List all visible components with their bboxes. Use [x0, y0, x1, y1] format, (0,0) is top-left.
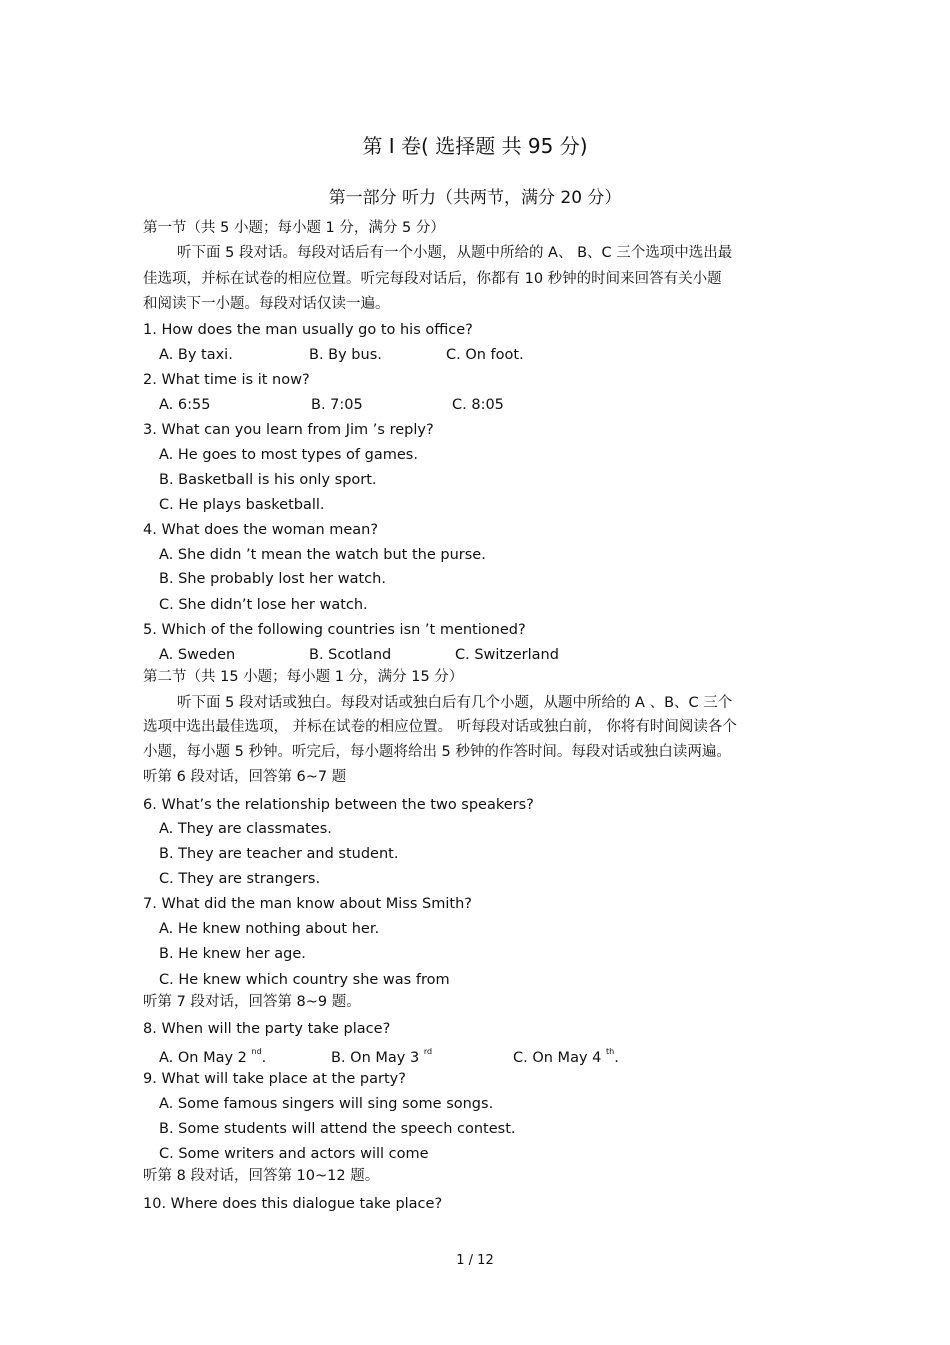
- option: B. By bus.: [309, 347, 382, 363]
- option: B. Some students will attend the speech contest.: [159, 1121, 516, 1137]
- option: A. They are classmates.: [159, 821, 332, 837]
- option: B. Basketball is his only sport.: [159, 472, 377, 488]
- ordinal-suffix: th: [605, 1047, 615, 1056]
- option: C. They are strangers.: [159, 871, 321, 887]
- option: A. He goes to most types of games.: [159, 447, 418, 463]
- option: B. They are teacher and student.: [159, 846, 399, 862]
- option: A. 6:55: [159, 397, 211, 413]
- section1-instruction-line: 和阅读下一小题。每段对话仅读一遍。: [143, 296, 390, 312]
- option: [331, 1045, 432, 1067]
- option-text: A. On May 2: [159, 1049, 252, 1066]
- page-number: 1 / 12: [456, 1253, 494, 1268]
- section1-instruction-line: 听下面 5 段对话。每段对话后有一个小题，从题中所给的 A、 B、C 三个选项中选出最: [177, 245, 733, 261]
- option: C. 8:05: [452, 397, 504, 413]
- option: A. She didn ’t mean the watch but the purse.: [159, 547, 486, 563]
- question: 10. Where does this dialogue take place?: [143, 1196, 443, 1212]
- question: 1. How does the man usually go to his office?: [143, 322, 473, 338]
- section1-heading: 第一节（共 5 小题；每小题 1 分，满分 5 分）: [143, 220, 445, 236]
- question: 6. What’s the relationship between the two speakers?: [143, 797, 534, 813]
- ordinal-suffix: rd: [423, 1047, 433, 1056]
- ordinal-suffix: nd: [251, 1047, 262, 1056]
- option-punct: .: [261, 1049, 267, 1066]
- question: 2. What time is it now?: [143, 372, 310, 388]
- option: C. She didn’t lose her watch.: [159, 597, 368, 613]
- option: A. Some famous singers will sing some songs.: [159, 1096, 494, 1112]
- section2-instruction-line: 小题，每小题 5 秒钟。听完后，每小题将给出 5 秒钟的作答时间。每段对话或独白读两遍。: [143, 744, 731, 760]
- dialogue-prompt: 听第 7 段对话，回答第 8~9 题。: [143, 994, 361, 1010]
- option-text: C. On May 4: [513, 1049, 606, 1066]
- question: 4. What does the woman mean?: [143, 522, 379, 538]
- section2-instruction-line: 选项中选出最佳选项， 并标在试卷的相应位置。 听每段对话或独白前， 你将有时间阅读各个: [143, 719, 737, 735]
- option: [513, 1045, 619, 1067]
- question: 7. What did the man know about Miss Smith?: [143, 896, 472, 912]
- page-title: 第 I 卷( 选择题 共 95 分): [362, 134, 588, 158]
- question: 9. What will take place at the party?: [143, 1071, 406, 1087]
- option: B. Scotland: [309, 647, 392, 663]
- section1-instruction-line: 佳选项，并标在试卷的相应位置。听完每段对话后，你都有 10 秒钟的时间来回答有关小题: [143, 271, 722, 287]
- part-heading: 第一部分 听力（共两节，满分 20 分）: [328, 188, 622, 208]
- option-text: B. On May 3: [331, 1049, 424, 1066]
- question: 8. When will the party take place?: [143, 1021, 391, 1037]
- option: B. 7:05: [311, 397, 363, 413]
- section2-heading: 第二节（共 15 小题；每小题 1 分，满分 15 分）: [143, 669, 464, 685]
- option: A. He knew nothing about her.: [159, 921, 380, 937]
- option: B. She probably lost her watch.: [159, 571, 386, 587]
- option: C. He knew which country she was from: [159, 972, 450, 988]
- option: C. He plays basketball.: [159, 497, 325, 513]
- option: B. He knew her age.: [159, 946, 306, 962]
- question: 3. What can you learn from Jim ’s reply?: [143, 422, 434, 438]
- option: C. Switzerland: [455, 647, 559, 663]
- question: 5. Which of the following countries isn ’t mentioned?: [143, 622, 526, 638]
- dialogue-prompt: 听第 8 段对话，回答第 10~12 题。: [143, 1168, 380, 1184]
- option: A. By taxi.: [159, 347, 233, 363]
- option: C. Some writers and actors will come: [159, 1146, 429, 1162]
- option-punct: .: [614, 1049, 619, 1066]
- option: C. On foot.: [446, 347, 524, 363]
- option: [159, 1045, 266, 1067]
- option: A. Sweden: [159, 647, 236, 663]
- section2-instruction-line: 听下面 5 段对话或独白。每段对话或独白后有几个小题，从题中所给的 A 、B、C 三个: [177, 695, 733, 711]
- dialogue-prompt: 听第 6 段对话，回答第 6~7 题: [143, 769, 347, 785]
